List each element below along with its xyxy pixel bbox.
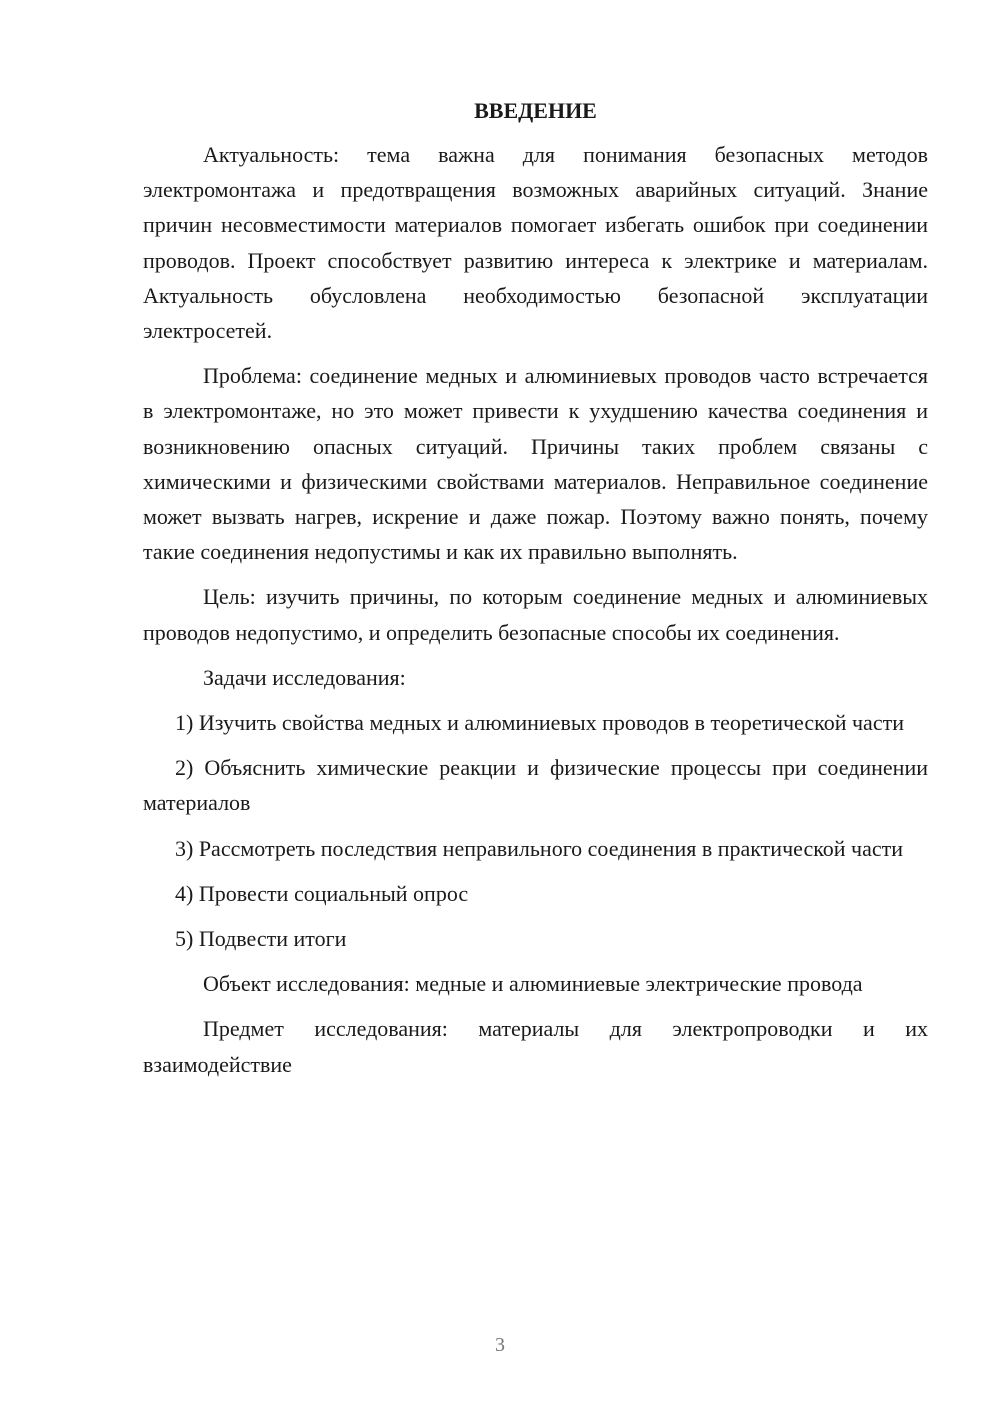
- task-item-2: 2) Объяснить химические реакции и физические процессы при соединении материалов: [143, 755, 928, 816]
- task-item-3: 3) Рассмотреть последствия неправильного соединения в практической части: [175, 835, 904, 861]
- page-number: 3: [495, 1334, 505, 1356]
- research-object-paragraph: Объект исследования: медные и алюминиевые электрические провода: [203, 971, 863, 997]
- problem-paragraph: Проблема: соединение медных и алюминиевых проводов часто встречается в электромонтаже, но это может привести к ухудшению качества соединения и возникновению опасных ситуаций. Причины таких проблем связаны с химическими и физическими свойствами материалов. Неправильное соединение может вызвать нагрев, искрение и даже пожар. Поэтому важно понять, почему такие соединения недопустимы и как их правильно выполнять.: [143, 363, 928, 565]
- section-title: ВВЕДЕНИЕ: [474, 98, 597, 123]
- research-subject-paragraph: Предмет исследования: материалы для электропроводки и их взаимодействие: [143, 1016, 928, 1077]
- relevance-paragraph: Актуальность: тема важна для понимания безопасных методов электромонтажа и предотвращения возможных аварийных ситуаций. Знание причин несовместимости материалов помогает избегать ошибок при соединении проводов. Проект способствует развитию интереса к электрике и материалам. Актуальность обусловлена необходимостью безопасной эксплуатации электросетей.: [143, 142, 928, 344]
- task-item-5: 5) Подвести итоги: [175, 926, 347, 952]
- task-item-1: 1) Изучить свойства медных и алюминиевых проводов в теоретической части: [175, 710, 904, 736]
- goal-paragraph: Цель: изучить причины, по которым соединение медных и алюминиевых проводов недопустимо, и определить безопасные способы их соединения.: [143, 584, 928, 645]
- tasks-heading: Задачи исследования:: [203, 664, 406, 690]
- task-item-4: 4) Провести социальный опрос: [175, 880, 469, 906]
- document-page: [143, 95, 928, 1092]
